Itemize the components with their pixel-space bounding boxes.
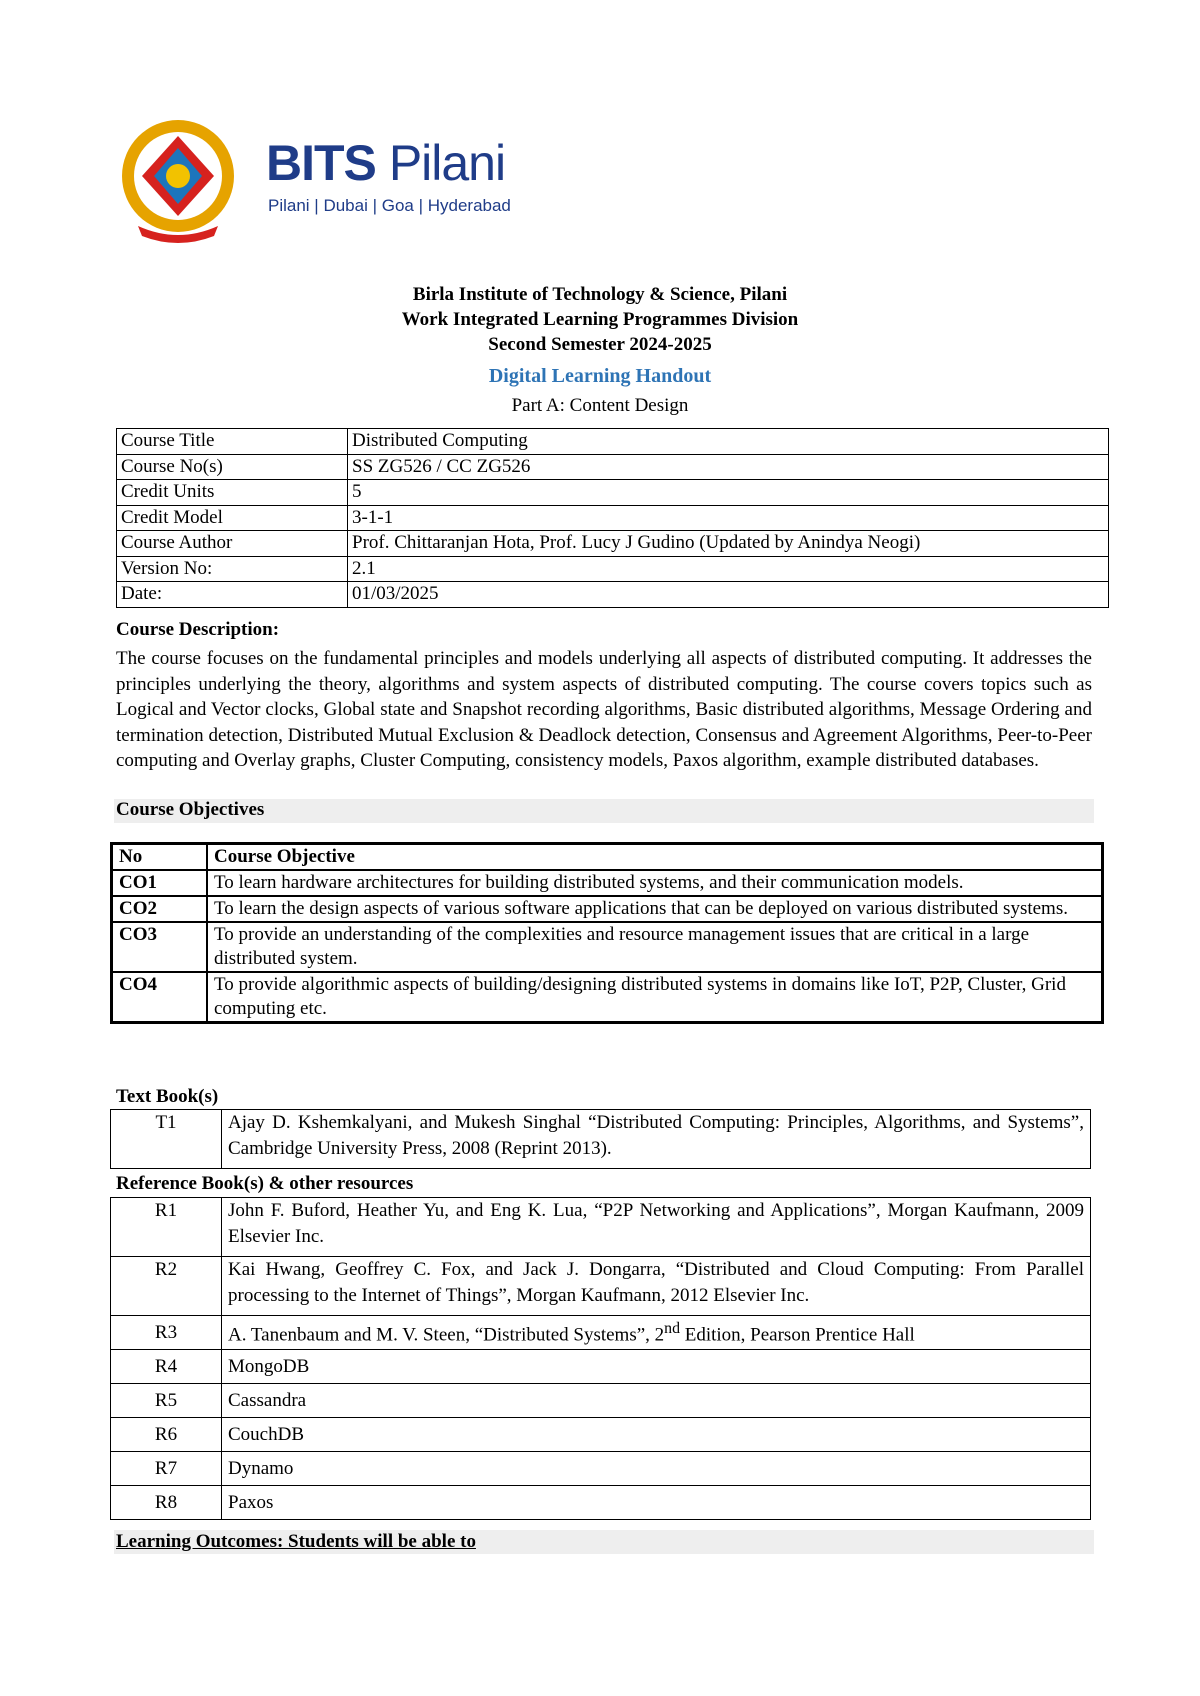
logo-wordmark: BITS Pilani <box>266 135 506 191</box>
course-info-value: Distributed Computing <box>348 429 1109 455</box>
course-info-value: 5 <box>348 480 1109 506</box>
book-id: R5 <box>111 1384 222 1418</box>
book-citation: Cassandra <box>222 1384 1091 1418</box>
institute-name: Birla Institute of Technology & Science, Pilani <box>412 284 788 305</box>
book-citation: Kai Hwang, Geoffrey C. Fox, and Jack J. Dongarra, “Distributed and Cloud Computing: From Parallel processing to the Internet of Things”, Morgan Kaufmann, 2012 Elsevier Inc. <box>222 1257 1091 1316</box>
course-info-label: Version No: <box>117 556 348 582</box>
course-info-value: 2.1 <box>348 556 1109 582</box>
references-table <box>110 1197 1091 1520</box>
objective-id: CO2 <box>112 896 208 922</box>
course-info-row <box>117 582 1109 608</box>
course-description-heading: Course Description: <box>116 619 280 640</box>
institute-seal-icon <box>110 118 250 248</box>
col-header-objective: Course Objective <box>207 844 1103 871</box>
reference-row <box>111 1486 1091 1520</box>
book-citation: John F. Buford, Heather Yu, and Eng K. Lua, “P2P Networking and Applications”, Morgan Kaufmann, 2009 Elsevier Inc. <box>222 1198 1091 1257</box>
textbooks-heading: Text Book(s) <box>116 1086 219 1107</box>
book-id: R3 <box>111 1316 222 1350</box>
course-info-row <box>117 429 1109 455</box>
reference-row <box>111 1384 1091 1418</box>
book-id: T1 <box>111 1110 222 1169</box>
document-header <box>0 282 1200 419</box>
course-info-row <box>117 531 1109 557</box>
course-info-value: 01/03/2025 <box>348 582 1109 608</box>
objective-row <box>112 972 1103 1023</box>
book-id: R1 <box>111 1198 222 1257</box>
reference-row <box>111 1350 1091 1384</box>
logo-campuses: Pilani | Dubai | Goa | Hyderabad <box>268 196 511 215</box>
division-name: Work Integrated Learning Programmes Division <box>401 309 799 330</box>
reference-row <box>111 1316 1091 1350</box>
course-info-value: Prof. Chittaranjan Hota, Prof. Lucy J Gudino (Updated by Anindya Neogi) <box>348 531 1109 557</box>
objective-row <box>112 896 1103 922</box>
reference-row <box>111 1257 1091 1316</box>
course-objectives-heading: Course Objectives <box>116 799 265 820</box>
book-citation: CouchDB <box>222 1418 1091 1452</box>
objective-text: To learn hardware architectures for building distributed systems, and their communication models. <box>207 870 1103 896</box>
objective-text: To provide algorithmic aspects of building/designing distributed systems in domains like IoT, P2P, Cluster, Grid computing etc. <box>207 972 1103 1023</box>
course-info-label: Course Author <box>117 531 348 557</box>
citation-text: Edition, Pearson Prentice Hall <box>679 1324 915 1346</box>
course-info-label: Course Title <box>117 429 348 455</box>
course-objectives-table <box>110 842 1104 1024</box>
reference-row <box>111 1452 1091 1486</box>
reference-row <box>111 1198 1091 1257</box>
course-info-table <box>116 428 1109 608</box>
objective-row <box>112 922 1103 972</box>
part-title: Part A: Content Design <box>511 395 689 416</box>
objective-row <box>112 870 1103 896</box>
bits-pilani-logo <box>110 118 530 248</box>
book-citation: Dynamo <box>222 1452 1091 1486</box>
objective-id: CO3 <box>112 922 208 972</box>
textbook-row <box>111 1110 1091 1169</box>
objective-text: To learn the design aspects of various software applications that can be deployed on various distributed systems. <box>207 896 1103 922</box>
course-info-label: Date: <box>117 582 348 608</box>
course-info-row <box>117 505 1109 531</box>
course-info-value: SS ZG526 / CC ZG526 <box>348 454 1109 480</box>
book-id: R7 <box>111 1452 222 1486</box>
references-heading: Reference Book(s) & other resources <box>116 1173 414 1194</box>
book-citation: Ajay D. Kshemkalyani, and Mukesh Singhal “Distributed Computing: Principles, Algorithms, and Systems”, Cambridge University Press, 2008 (Reprint 2013). <box>222 1110 1091 1169</box>
semester: Second Semester 2024-2025 <box>488 334 712 355</box>
book-citation: MongoDB <box>222 1350 1091 1384</box>
course-info-label: Credit Model <box>117 505 348 531</box>
course-info-label: Course No(s) <box>117 454 348 480</box>
objective-id: CO1 <box>112 870 208 896</box>
book-id: R8 <box>111 1486 222 1520</box>
book-id: R4 <box>111 1350 222 1384</box>
objective-id: CO4 <box>112 972 208 1023</box>
course-info-row <box>117 454 1109 480</box>
learning-outcomes-heading: Learning Outcomes: Students will be able to <box>116 1531 476 1552</box>
book-id: R2 <box>111 1257 222 1316</box>
book-citation <box>222 1316 1091 1350</box>
col-header-no: No <box>112 844 208 871</box>
citation-superscript: nd <box>664 1320 680 1338</box>
book-citation: Paxos <box>222 1486 1091 1520</box>
textbooks-table <box>110 1109 1091 1169</box>
course-description-text: The course focuses on the fundamental principles and models underlying all aspects of distributed computing. It addresses the principles underlying the theory, algorithms and system aspects of distributed computing. The course covers topics such as Logical and Vector clocks, Global state and Snapshot recording algorithms, Basic distributed algorithms, Message Ordering and termination detection, Distributed Mutual Exclusion & Deadlock detection, Consensus and Agreement Algorithms, Peer-to-Peer computing and Overlay graphs, Cluster Computing, consistency models, Paxos algorithm, example distributed databases. <box>116 648 1092 772</box>
reference-row <box>111 1418 1091 1452</box>
handout-title: Digital Learning Handout <box>488 365 712 387</box>
course-info-row <box>117 556 1109 582</box>
citation-text: A. Tanenbaum and M. V. Steen, “Distributed Systems”, 2 <box>228 1324 665 1346</box>
course-info-label: Credit Units <box>117 480 348 506</box>
course-info-value: 3-1-1 <box>348 505 1109 531</box>
objective-text: To provide an understanding of the complexities and resource management issues that are critical in a large distributed system. <box>207 922 1103 972</box>
objectives-header-row <box>112 844 1103 871</box>
course-info-row <box>117 480 1109 506</box>
book-id: R6 <box>111 1418 222 1452</box>
